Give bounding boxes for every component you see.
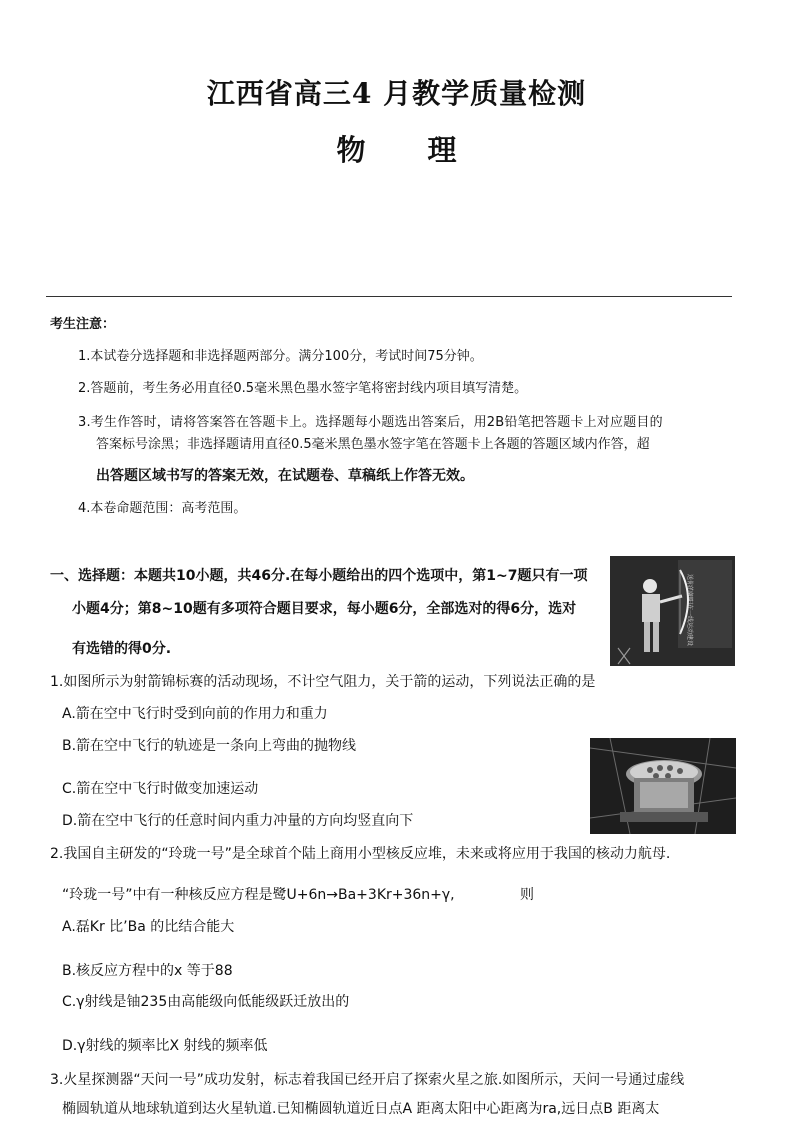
reactor-icon — [590, 738, 736, 834]
question-2-option-b: B.核反应方程中的x 等于88 — [62, 963, 233, 979]
question-2-option-a: A.磊Kr 比’Ba 的比结合能大 — [62, 919, 235, 935]
archer-sign-text: 送你的朝阳在一线运动建设 — [686, 574, 693, 647]
question-3-stem: 3.火星探测器“天问一号”成功发射，标志着我国已经开启了探索火星之旅.如图所示，天问一号通过虚线 — [50, 1072, 685, 1088]
notice-item-3-line-1: 3.考生作答时，请将答案答在答题卡上。选择题每小题选出答案后，用2B铅笔把答题卡上对应题目的 — [78, 415, 663, 430]
question-2-option-d: D.γ射线的频率比X 射线的频率低 — [62, 1038, 268, 1054]
subject-title — [0, 128, 793, 169]
archer-icon — [610, 556, 735, 666]
exam-title: 江西省高三4 月教学质量检测 — [206, 77, 587, 110]
question-1-option-b: B.箭在空中飞行的轨迹是一条向上弯曲的抛物线 — [62, 738, 357, 754]
question-1-stem: 1.如图所示为射箭锦标赛的活动现场，不计空气阻力，关于箭的运动，下列说法正确的是 — [50, 674, 596, 690]
notice-heading: 考生注意： — [50, 317, 116, 332]
subject-char-1: 物 — [336, 133, 366, 167]
notice-item-3-line-2: 答案标号涂黑；非选择题请用直径0.5毫米黑色墨水签字笔在答题卡上各题的答题区域内作答，超 — [96, 437, 650, 452]
question-1-option-d: D.箭在空中飞行的任意时间内重力冲量的方向均竖直向下 — [62, 813, 414, 829]
question-2-stem: 2.我国自主研发的“玲珑一号”是全球首个陆上商用小型核反应堆，未来或将应用于我国的核动力航母. — [50, 846, 671, 862]
notice-item-1: 1.本试卷分选择题和非选择题两部分。满分100分，考试时间75分钟。 — [78, 349, 483, 364]
notice-item-3-line-3: 出答题区域书写的答案无效，在试题卷、草稿纸上作答无效。 — [96, 468, 474, 484]
notice-item-2: 2.答题前，考生务必用直径0.5毫米黑色墨水签字笔将密封线内项目填写清楚。 — [78, 381, 528, 396]
subject-char-2: 理 — [427, 133, 457, 167]
section-1-line-1: 一、选择题：本题共10小题，共46分.在每小题给出的四个选项中，第1~7题只有一项 — [50, 568, 588, 584]
archery-photo — [610, 556, 735, 666]
question-1-option-c: C.箭在空中飞行时做变加速运动 — [62, 781, 259, 797]
question-2-stem-tail: 则 — [520, 887, 534, 903]
header-divider — [46, 296, 732, 297]
question-1-option-a: A.箭在空中飞行时受到向前的作用力和重力 — [62, 706, 328, 722]
question-3-stem-line-2: 椭圆轨道从地球轨道到达火星轨道.已知椭圆轨道近日点A 距离太阳中心距离为ra,远日点B 距离太 — [62, 1101, 660, 1117]
notice-item-4: 4.本卷命题范围：高考范围。 — [78, 501, 247, 516]
question-2-equation: “玲珑一号”中有一种核反应方程是鹭U+6n→Ba+3Kr+36n+γ, — [62, 887, 455, 903]
section-1-line-3: 有选错的得0分. — [72, 641, 172, 657]
section-1-line-2: 小题4分；第8~10题有多项符合题目要求，每小题6分，全部选对的得6分，选对 — [72, 601, 577, 617]
question-2-option-c: C.γ射线是铀235由高能级向低能级跃迁放出的 — [62, 994, 350, 1010]
reactor-photo — [590, 738, 736, 834]
